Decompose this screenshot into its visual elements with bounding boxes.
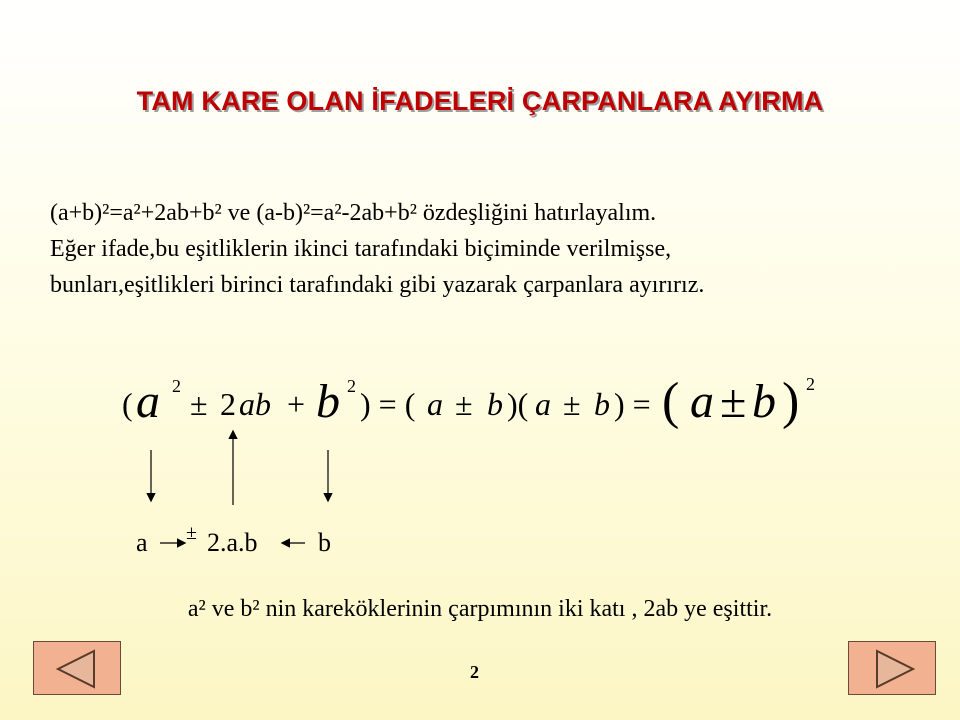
paragraph-line-1: (a+b)²=a²+2ab+b² ve (a-b)²=a²-2ab+b² özdeşliğini hatırlayalım. (50, 200, 657, 226)
formula-open-paren: ( (122, 386, 133, 422)
formula-close-eq: ) = ( (360, 386, 416, 422)
formula-mid: )( (507, 386, 529, 422)
label-pm: ± (186, 522, 197, 544)
label-2ab: 2.a.b (207, 528, 258, 557)
label-b: b (318, 528, 331, 557)
page-number: 2 (470, 662, 479, 682)
formula-b4: b (752, 375, 776, 428)
triangle-right-icon (849, 642, 937, 696)
formula-ab: ab (239, 386, 271, 422)
slide-title: TAM KARE OLAN İFADELERİ ÇARPANLARA AYIRMA (136, 86, 824, 116)
formula-a3: a (535, 386, 551, 422)
next-slide-button[interactable] (848, 641, 936, 695)
formula-big-close: ) (782, 373, 800, 430)
triangle-left-icon (34, 642, 122, 696)
formula-two: 2 (220, 386, 236, 422)
paragraph-line-3: bunları,eşitlikleri birinci tarafındaki gibi yazarak çarpanlara ayırırız. (50, 272, 705, 298)
formula-sup-a: 2 (172, 376, 181, 396)
paragraph-line-2: Eğer ifade,bu eşitliklerin ikinci tarafındaki biçiminde verilmişse, (50, 236, 672, 262)
formula-pm4: ± (720, 375, 747, 428)
formula-big-open: ( (662, 373, 680, 430)
formula-end-eq: ) = (614, 386, 651, 422)
formula-sup-final: 2 (806, 374, 815, 394)
label-a: a (136, 528, 148, 557)
formula-a4: a (690, 375, 714, 428)
factoring-formula (122, 372, 842, 442)
formula-pm2: ± (455, 386, 473, 422)
formula-sup-b: 2 (347, 376, 356, 396)
formula-a2: a (427, 386, 443, 422)
intro-paragraph (50, 195, 940, 303)
formula-a: a (136, 375, 160, 428)
formula-b3: b (594, 386, 610, 422)
formula-b: b (316, 375, 340, 428)
previous-slide-button[interactable] (33, 641, 121, 695)
formula-plus: + (287, 386, 306, 422)
formula-pm3: ± (563, 386, 581, 422)
formula-pm: ± (190, 386, 208, 422)
explanation-note: a² ve b² nin kareköklerinin çarpımının iki katı , 2ab ye eşittir. (187, 596, 773, 622)
formula-b2: b (487, 386, 503, 422)
